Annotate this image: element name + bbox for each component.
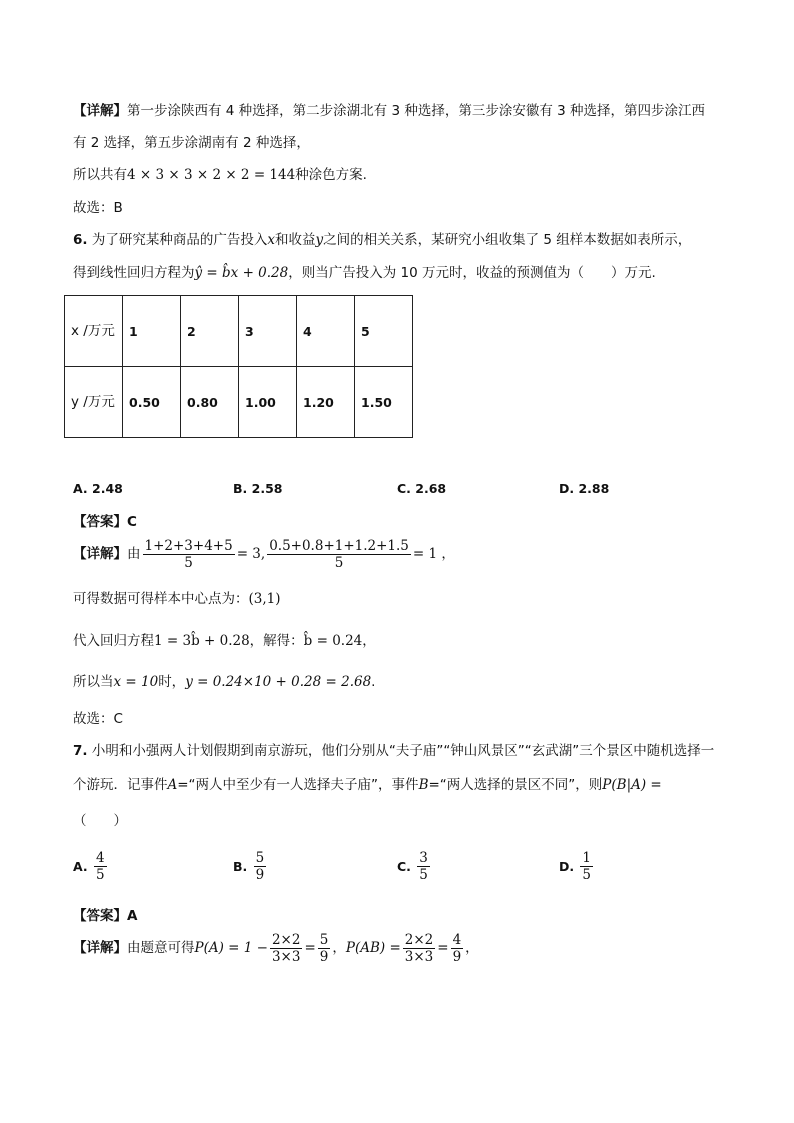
q7-stem-line1: 7. 小明和小强两人计划假期到南京游玩，他们分别从“夫子庙”“钟山风景区”“玄武湖”三个景区中随机选择一 (73, 743, 715, 759)
q7-option-b: B. $\frac{5}{9}$ (233, 850, 265, 883)
q7-detail-line1: 【详解】由题意可得P(A) = 1 − $\frac{2\times 2}{3\times 3}$ = $\frac{5}{9}$ ，P(AB) = $\frac{2\times 2}{3\times 3}$ = $\frac{4}{9}$ ， (73, 931, 479, 965)
fraction: $\frac{2\times 2}{3\times 3}$ (271, 931, 301, 965)
table-cell: 1.00 (239, 367, 297, 438)
q6-stem-line2: 得到线性回归方程为ŷ = b̂x + 0.28，则当广告投入为 10 万元时，收益的预测值为（ ）万元. (73, 265, 656, 281)
fraction: $\frac{4}{5}$ (95, 850, 105, 883)
table-cell: 1 (123, 296, 181, 367)
q6-detail-line2: 可得数据可得样本中心点为：(3,1) (73, 591, 281, 607)
q6-detail-line1: 【详解】由 $\frac{1+2+3+4+5}{5}$ = 3, $\frac{0.5+0.8+1+1.2+1.5}{5}$ = 1 ， (73, 537, 455, 571)
q7-option-a: A. $\frac{4}{5}$ (73, 850, 105, 883)
q6-option-a: A. 2.48 (73, 481, 123, 496)
q6-regression-equation: ŷ = b̂x + 0.28 (194, 265, 289, 281)
table-cell: 0.50 (123, 367, 181, 438)
y-header-cell: y /万元 (65, 367, 123, 438)
table-row (65, 296, 413, 367)
q6-data-table (64, 295, 413, 438)
fraction: $\frac{1+2+3+4+5}{5}$ (144, 537, 233, 571)
q7-option-c: C. $\frac{3}{5}$ (397, 850, 428, 883)
q6-number: 6. (73, 232, 88, 248)
fraction: $\frac{2\times 2}{3\times 3}$ (404, 931, 434, 965)
fraction: $\frac{4}{9}$ (452, 931, 462, 965)
q6-detail-line4: 所以当x = 10时，y = 0.24×10 + 0.28 = 2.68. (73, 674, 376, 690)
q7-stem-line3: （ ） (73, 813, 127, 829)
table-cell: 1.20 (297, 367, 355, 438)
table-cell: 5 (355, 296, 413, 367)
fraction: $\frac{5}{9}$ (255, 850, 265, 883)
table-cell: 0.80 (181, 367, 239, 438)
q5-product-formula: 4 × 3 × 3 × 2 × 2 = 144 (127, 167, 296, 183)
table-cell: 4 (297, 296, 355, 367)
q6-stem-line1: 6. 为了研究某种商品的广告投入x和收益y之间的相关关系，某研究小组收集了 5 组样本数据如表所示， (73, 232, 692, 248)
q7-conditional-probability: P(B|A) = (602, 777, 662, 793)
table-cell: 2 (181, 296, 239, 367)
q6-option-c: C. 2.68 (397, 481, 447, 496)
q5-conclusion: 故选：B (73, 200, 123, 216)
q7-number: 7. (73, 743, 88, 759)
fraction: $\frac{0.5+0.8+1+1.2+1.5}{5}$ (269, 537, 409, 571)
table-cell: 3 (239, 296, 297, 367)
table-row (65, 367, 413, 438)
q6-option-b: B. 2.58 (233, 481, 283, 496)
q7-option-d: D. $\frac{1}{5}$ (559, 850, 592, 883)
q6-option-d: D. 2.88 (559, 481, 610, 496)
q7-stem-line2: 个游玩．记事件A=“两人中至少有一人选择夫子庙”，事件B=“两人选择的景区不同”，则P(B|A) = (73, 777, 662, 793)
q6-detail-line3: 代入回归方程1 = 3b̂ + 0.28，解得：b̂ = 0.24， (73, 633, 376, 649)
fraction: $\frac{5}{9}$ (319, 931, 329, 965)
sample-center-point: (3,1) (248, 591, 281, 607)
q5-detail-line3: 所以共有4 × 3 × 3 × 2 × 2 = 144种涂色方案. (73, 167, 367, 183)
fraction: $\frac{3}{5}$ (419, 850, 428, 883)
q5-detail-line2: 有 2 选择，第五步涂湖南有 2 种选择， (73, 135, 310, 151)
q5-detail-line1: 【详解】第一步涂陕西有 4 种选择，第二步涂湖北有 3 种选择，第三步涂安徽有 3 种选择，第四步涂江西 (73, 103, 706, 119)
q7-answer: 【答案】A (73, 908, 138, 924)
q6-answer: 【答案】C (73, 514, 137, 530)
q6-conclusion: 故选：C (73, 711, 123, 727)
fraction: $\frac{1}{5}$ (582, 850, 592, 883)
x-header-cell: x /万元 (65, 296, 123, 367)
table-cell: 1.50 (355, 367, 413, 438)
q5-detail-tag: 【详解】 (73, 103, 127, 119)
